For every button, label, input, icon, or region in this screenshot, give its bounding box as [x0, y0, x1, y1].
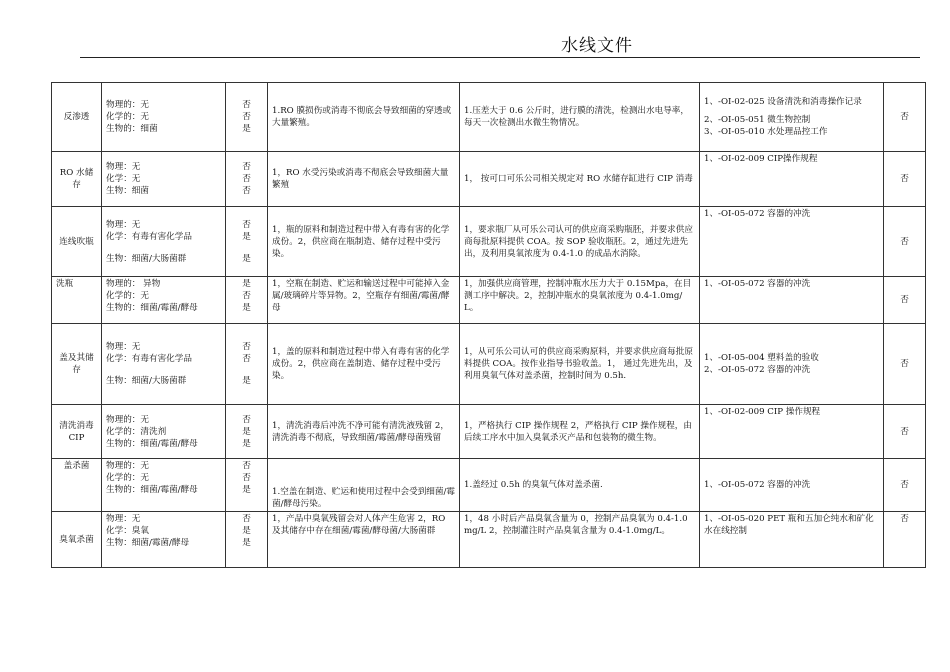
ccp-cell: 否	[884, 324, 926, 405]
record-item: 1、-OI-05-072 容器的冲洗	[704, 480, 811, 490]
reason-cell: 1，清洗消毒后冲洗不净可能有清洗液残留 2，清洗消毒不彻底，导致细菌/霉菌/酵母菌残留	[268, 405, 460, 459]
hazard-chemical: 化学：有毒有害化学品	[106, 231, 192, 242]
table-row	[52, 83, 926, 152]
judge-chemical: 否	[242, 174, 251, 184]
record-item: 1、-OI-05-020 PET 瓶和五加仑纯水和矿化水在线控制	[704, 514, 874, 536]
hazard-physical: 物理：无	[106, 342, 141, 352]
hazard-chemical: 化学：无	[106, 174, 141, 184]
hazard-biological: 生物：细菌/大肠菌群	[106, 253, 187, 264]
significance-cell	[226, 277, 268, 324]
table-row	[52, 512, 926, 568]
measure-cell: 1.压差大于 0.6 公斤时，进行膜的清洗，检测出水电导率，每天一次检测出水微生物情况。	[460, 83, 700, 152]
hazard-chemical: 化学：臭氧	[106, 526, 149, 536]
judge-biological: 否	[242, 186, 251, 196]
reason-cell: 1.空盖在制造、贮运和使用过程中会受到细菌/霉菌/酵母污染。	[268, 459, 460, 512]
record-item: 1、-OI-02-009 CIP操作规程	[704, 154, 818, 164]
hazard-biological: 生物：细菌	[106, 186, 149, 196]
judge-biological: 是	[242, 303, 251, 313]
record-item: 1、-OI-05-072 容器的冲洗	[704, 279, 811, 289]
judge-physical: 否	[242, 162, 251, 172]
record-item: 1、-OI-02-009 CIP 操作规程	[704, 407, 821, 417]
measure-cell: 1，严格执行 CIP 操作规程 2，严格执行 CIP 操作规程，由后续工序水中加入臭氧杀灭产品和包装物的微生物。	[460, 405, 700, 459]
process-step-cell: 清洗消毒 CIP	[52, 405, 102, 459]
hazard-chemical: 化学的：无	[106, 291, 149, 301]
hazards-cell	[102, 459, 226, 512]
hazards-cell	[102, 277, 226, 324]
hazard-physical: 物理的：无	[106, 100, 149, 110]
records-cell	[700, 207, 884, 277]
hazard-biological: 生物的：细菌/霉菌/酵母	[106, 438, 198, 449]
judge-physical: 否	[242, 342, 251, 352]
judge-chemical: 是	[242, 526, 251, 536]
hazards-cell	[102, 152, 226, 207]
records-cell	[700, 405, 884, 459]
significance-cell	[226, 152, 268, 207]
judge-biological: 是	[242, 376, 251, 386]
process-step-cell: 洗瓶	[52, 277, 102, 324]
record-item: 1、-OI-05-072 容器的冲洗	[704, 209, 811, 219]
hazard-chemical: 化学：有毒有害化学品	[106, 354, 192, 364]
measure-cell: 1.盖经过 0.5h 的臭氧气体对盖杀菌.	[460, 459, 700, 512]
judge-physical: 是	[242, 279, 251, 289]
hazard-physical: 物理：无	[106, 514, 141, 524]
ccp-cell: 否	[884, 152, 926, 207]
ccp-cell: 否	[884, 459, 926, 512]
process-step-cell: RO 水储存	[52, 152, 102, 207]
judge-physical: 否	[242, 414, 251, 425]
judge-physical: 否	[242, 461, 251, 471]
measure-cell: 1，从可乐公司认可的供应商采购原料，并要求供应商每批原料提供 COA。按作业指导书验收盖。1， 通过先进先出，及利用臭氧气体对盖杀菌，控制时间为 0.5h.	[460, 324, 700, 405]
reason-cell: 1，瓶的原料和制造过程中带入有毒有害的化学成份。2，供应商在瓶制造、储存过程中受污染。	[268, 207, 460, 277]
hazard-biological: 生物的：细菌	[106, 124, 158, 134]
process-step-cell: 盖杀菌	[52, 459, 102, 512]
measure-cell: 1， 按可口可乐公司相关规定对 RO 水储存缸进行 CIP 消毒	[460, 152, 700, 207]
record-item: 2、-OI-05-072 容器的冲洗	[704, 365, 811, 375]
judge-chemical: 否	[242, 473, 251, 483]
records-cell	[700, 324, 884, 405]
hazard-physical: 物理的： 异物	[106, 279, 161, 289]
significance-cell	[226, 512, 268, 568]
hazard-chemical: 化学的：无	[106, 112, 149, 122]
judge-chemical: 是	[242, 231, 251, 242]
process-step-cell: 反渗透	[52, 83, 102, 152]
reason-cell: 1，产品中臭氧残留会对人体产生危害 2，RO 及其储存中存在细菌/霉菌/酵母菌/大肠菌群	[268, 512, 460, 568]
hazard-chemical: 化学的：清洗剂	[106, 426, 167, 437]
records-cell	[700, 152, 884, 207]
table-row	[52, 324, 926, 405]
significance-cell	[226, 207, 268, 277]
significance-cell	[226, 405, 268, 459]
hazard-biological: 生物的：细菌/霉菌/酵母	[106, 303, 198, 313]
measure-cell: 1，加强供应商管理，控制冲瓶水压力大于 0.15Mpa，在目测工序中解决。2，控制冲瓶水的臭氧浓度为 0.4-1.0mg/L。	[460, 277, 700, 324]
record-item: 1、-OI-05-004 塑料盖的验收	[704, 353, 819, 363]
records-cell	[700, 83, 884, 152]
ccp-cell: 否	[884, 207, 926, 277]
judge-biological: 是	[242, 253, 251, 264]
judge-biological: 是	[242, 538, 251, 548]
hazard-physical: 物理：无	[106, 162, 141, 172]
records-cell	[700, 277, 884, 324]
judge-biological: 是	[242, 124, 251, 134]
judge-chemical: 是	[242, 426, 251, 437]
reason-cell: 1.RO 膜损伤或消毒不彻底会导致细菌的穿透或大量繁殖。	[268, 83, 460, 152]
hazard-physical: 物理：无	[106, 219, 141, 230]
record-item: 3、-OI-05-010 水处理品控工作	[704, 127, 828, 137]
judge-biological: 是	[242, 438, 251, 449]
hazards-cell	[102, 207, 226, 277]
judge-physical: 否	[242, 100, 251, 110]
records-cell	[700, 459, 884, 512]
reason-cell: 1，RO 水受污染或消毒不彻底会导致细菌大量繁殖	[268, 152, 460, 207]
ccp-cell: 否	[884, 277, 926, 324]
reason-cell: 1，空瓶在制造、贮运和输送过程中可能掉入金属/玻璃碎片等异物。2，空瓶存有细菌/霉菌/酵母	[268, 277, 460, 324]
hazards-cell	[102, 512, 226, 568]
hazard-analysis-table	[51, 82, 926, 568]
hazard-biological: 生物：细菌/大肠菌群	[106, 376, 187, 386]
judge-chemical: 否	[242, 112, 251, 122]
hazard-chemical: 化学的：无	[106, 473, 149, 483]
process-step-cell: 盖及其储存	[52, 324, 102, 405]
page-title: 水线文件	[561, 36, 633, 56]
table-row	[52, 459, 926, 512]
header-rule	[80, 57, 920, 58]
hazard-biological: 生物的：细菌/霉菌/酵母	[106, 485, 198, 495]
table-row	[52, 207, 926, 277]
hazard-physical: 物理的：无	[106, 414, 149, 425]
significance-cell	[226, 83, 268, 152]
record-item: 1、-OI-02-025 设备清洗和消毒操作记录	[704, 97, 862, 107]
significance-cell	[226, 459, 268, 512]
process-step-cell: 连线吹瓶	[52, 207, 102, 277]
records-cell	[700, 512, 884, 568]
hazards-cell	[102, 405, 226, 459]
table-row	[52, 277, 926, 324]
hazards-cell	[102, 324, 226, 405]
ccp-cell: 否	[884, 512, 926, 568]
reason-cell: 1，盖的原料和制造过程中带入有毒有害的化学成份。2，供应商在盖制造、储存过程中受污染。	[268, 324, 460, 405]
measure-cell: 1，48 小时后产品臭氧含量为 0，控制产品臭氧为 0.4-1.0mg/L 2，控制灌注时产品臭氧含量为 0.4-1.0mg/L。	[460, 512, 700, 568]
hazard-physical: 物理的：无	[106, 461, 149, 471]
table-row	[52, 152, 926, 207]
record-item: 2、-OI-05-051 微生物控制	[704, 115, 811, 125]
judge-biological: 是	[242, 485, 251, 495]
ccp-cell: 否	[884, 405, 926, 459]
measure-cell: 1，要求瓶厂从可乐公司认可的供应商采购瓶胚，并要求供应商每批原料提供 COA。按 SOP 验收瓶胚。2，通过先进先出，及利用臭氧浓度为 0.4-1.0 的成品水消除。	[460, 207, 700, 277]
process-step-cell: 臭氧杀菌	[52, 512, 102, 568]
ccp-cell: 否	[884, 83, 926, 152]
judge-chemical: 否	[242, 291, 251, 301]
judge-physical: 否	[242, 514, 251, 524]
significance-cell	[226, 324, 268, 405]
judge-physical: 否	[242, 219, 251, 230]
table-row	[52, 405, 926, 459]
judge-chemical: 否	[242, 354, 251, 364]
hazards-cell	[102, 83, 226, 152]
hazard-biological: 生物：细菌/霉菌/酵母	[106, 538, 190, 548]
